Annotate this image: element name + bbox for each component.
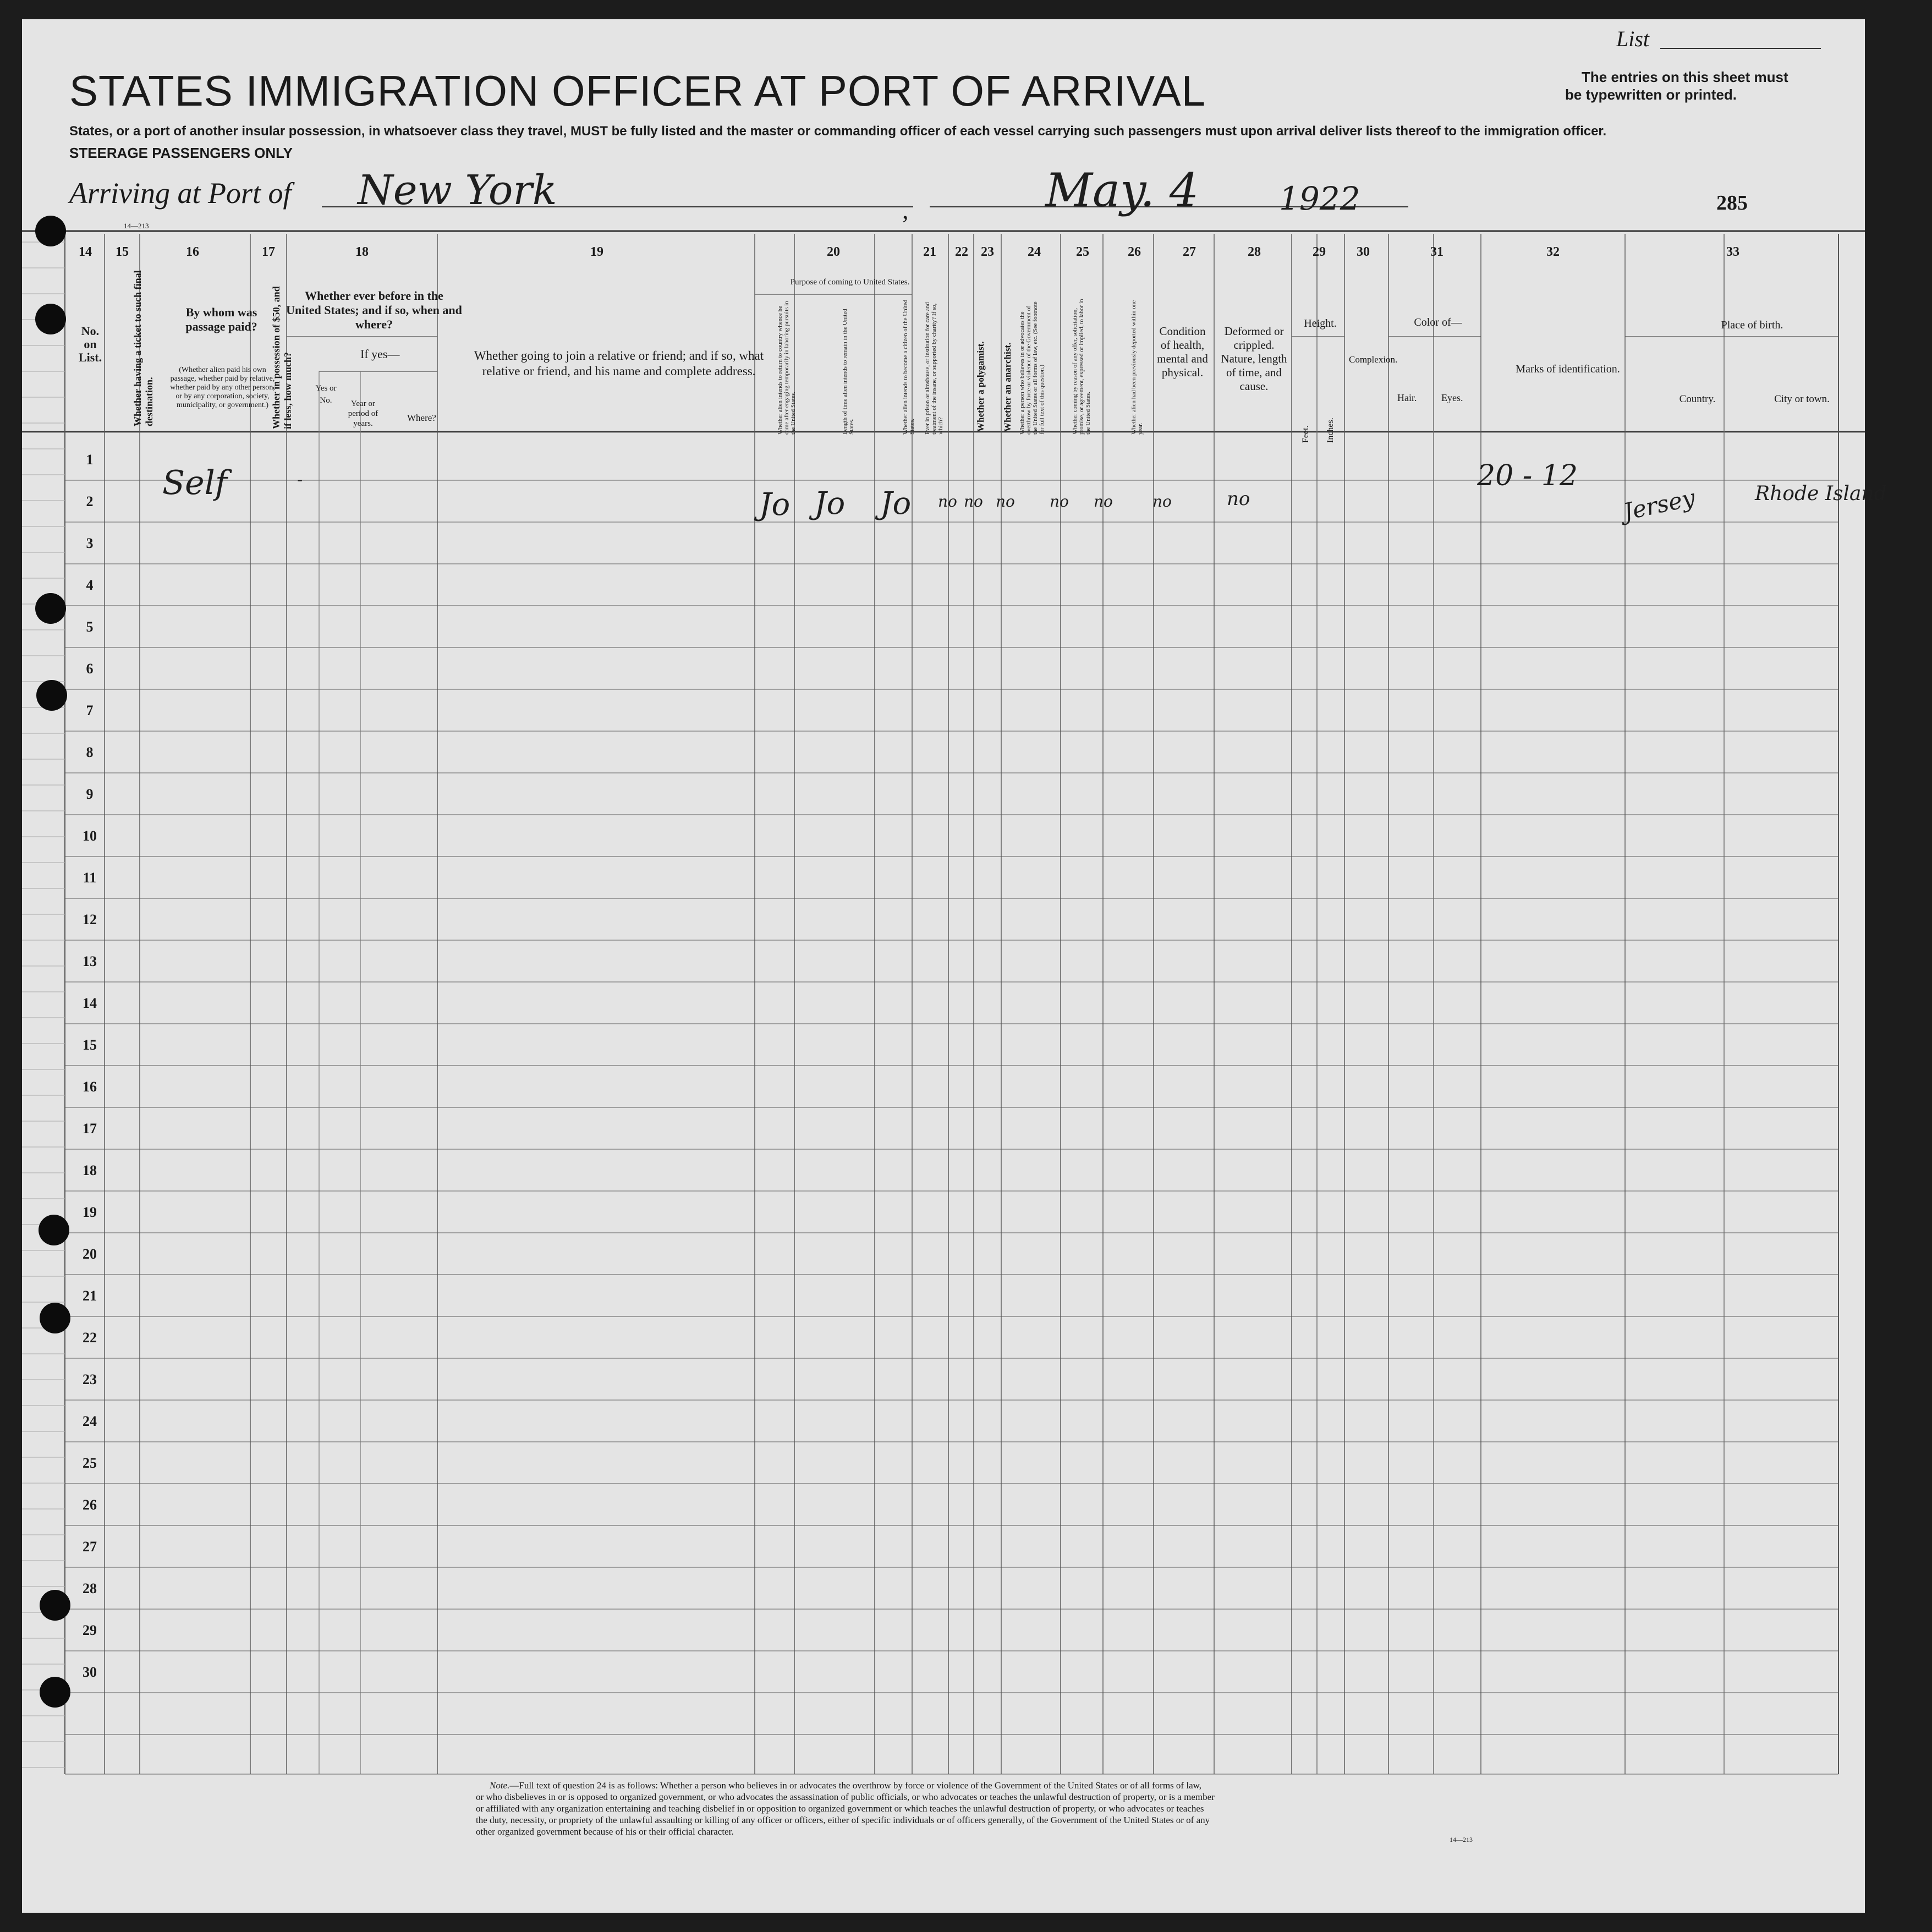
header-eyes: Eyes.: [1441, 392, 1463, 403]
header-inches: Inches.: [1326, 418, 1335, 443]
entry-q25: no: [1094, 492, 1113, 511]
header-by-whom-sub: (Whether alien paid his own passage, whether paid by relative, whether paid by any other person, or by any corporation, society, municipality, or government.): [170, 366, 275, 409]
row-number: 15: [83, 1037, 97, 1053]
column-number: 30: [1357, 245, 1370, 259]
footnote-lead: Note.: [490, 1780, 510, 1791]
row-number: 26: [83, 1497, 97, 1513]
date-year: 1922: [1279, 180, 1360, 217]
header-condition: Condition of health, mental and physical.: [1157, 325, 1208, 379]
column-number: 19: [590, 245, 603, 259]
column-number: 17: [262, 245, 275, 259]
footnote-line-5: other organized government because of his or their official character.: [476, 1826, 734, 1837]
column-number: 18: [355, 245, 369, 259]
entry-possession: -: [297, 470, 303, 490]
row-number: 18: [83, 1162, 97, 1178]
arriving-label: Arriving at Port of: [69, 177, 292, 210]
header-ticket: Whether having a ticket to such final destination.: [132, 270, 155, 426]
row-number: 4: [86, 577, 94, 593]
row-number: 27: [83, 1539, 97, 1555]
header-purpose-c: Whether alien intends to become a citizen of the United States.: [902, 299, 915, 435]
entry-city: Rhode Island: [1755, 482, 1887, 505]
footnote-line-2: or who disbelieves in or is opposed to organized government, or who advocates the assassination of public officials, or who advocates or teaches the unlawful destruction of property, or is a member: [476, 1792, 1215, 1802]
row-number: 6: [86, 661, 94, 677]
footnote-line-3: or affiliated with any organization entertaining and teaching disbelief in or opposition to organized government or which teaches the unlawful destruction of property, or who advocates or teaches: [476, 1803, 1204, 1814]
row-number: 5: [86, 619, 94, 635]
header-complexion: Complexion.: [1349, 354, 1398, 365]
footnote-line-4: the duty, necessity, or propriety of the unlawful assaulting or killing of any officer or officers, either of specific individuals or of officers generally, of the Government of the United States or of any: [476, 1815, 1210, 1825]
row-number: 29: [83, 1622, 97, 1638]
row-number: 9: [86, 786, 94, 802]
header-ever-before: Whether ever before in the United States; and if so, when and where?: [286, 289, 462, 331]
binder-hole: [40, 1590, 70, 1621]
header-purpose-a: Whether alien intends to return to country whence he came after engaging temporarily in laboring pursuits in the United States.: [777, 301, 797, 435]
entry-anarchist: no: [996, 492, 1015, 511]
column-number: 24: [1028, 245, 1041, 259]
header-height: Height.: [1304, 317, 1337, 330]
header-hair: Hair.: [1397, 392, 1417, 403]
header-place-of-birth: Place of birth.: [1721, 319, 1783, 331]
column-number: 31: [1430, 245, 1443, 259]
row-number: 8: [86, 744, 94, 760]
manifest-sheet: [22, 19, 1887, 1913]
rule-text: States, or a port of another insular possession, in whatsoever class they travel, MUST be fully listed and the master or commanding officer of each vessel carrying such passengers must upon arrival deliver lists thereof to the immigration officer.: [69, 124, 1607, 139]
column-number: 21: [923, 245, 936, 259]
row-number: 30: [83, 1664, 97, 1680]
column-number: 33: [1726, 245, 1739, 259]
row-number: 28: [83, 1580, 97, 1596]
footnote: [476, 1780, 1215, 1837]
entry-q24: no: [1050, 492, 1069, 511]
row-number: 11: [83, 870, 97, 886]
header-city: City or town.: [1774, 393, 1830, 405]
entry-purpose-b: Jo: [814, 486, 846, 522]
binder-hole: [35, 593, 66, 624]
header-going-to-join: Whether going to join a relative or friend; and if so, what relative or friend, and his name and complete address.: [474, 349, 764, 378]
row-number: 19: [83, 1204, 97, 1220]
header-purpose-b: Length of time alien intends to remain in the United States.: [842, 309, 855, 435]
header-possession: Whether in possession of $50, and if less, how much?: [271, 286, 293, 429]
entry-condition: no: [1227, 488, 1250, 510]
header-q26: Whether alien had been previously deported within one year.: [1130, 300, 1144, 435]
binder-hole: [40, 1303, 70, 1333]
header-polygamist: Whether a polygamist.: [975, 341, 986, 432]
binder-hole: [35, 304, 66, 334]
header-year-period: Year or period of years.: [348, 399, 378, 428]
column-number: 27: [1183, 245, 1196, 259]
port-value: New York: [358, 167, 557, 214]
row-number: 23: [83, 1371, 97, 1387]
page-title: STATES IMMIGRATION OFFICER AT PORT OF ARRIVAL: [69, 67, 1206, 115]
port-comma: ,: [902, 196, 909, 224]
header-yes-or-no: Yes or No.: [315, 384, 337, 405]
entry-by-whom: Self: [162, 464, 228, 502]
header-q24: Whether a person who believes in or advocates the overthrow by force or violence of the Government of the United States or all forms of law, etc. (See footnote for full text of this question.): [1019, 301, 1045, 435]
page-number: 285: [1716, 191, 1748, 215]
binder-hole: [36, 680, 67, 711]
entry-marks: 20 - 12: [1477, 459, 1578, 492]
entry-country: Jersey: [1621, 484, 1698, 526]
row-number: 16: [83, 1079, 97, 1095]
entry-polygamist: no: [964, 492, 983, 511]
column-number: 23: [981, 245, 994, 259]
header-q25: Whether coming by reason of any offer, solicitation, promise, or agreement, expressed or implied, to labor in the United States.: [1072, 299, 1091, 435]
row-number: 1: [86, 452, 94, 468]
header-where: Where?: [407, 413, 436, 423]
row-number: 22: [83, 1330, 97, 1346]
header-deformed: Deformed or crippled. Nature, length of time, and cause.: [1221, 325, 1287, 393]
column-number: 28: [1248, 245, 1261, 259]
list-number-line: [1660, 48, 1821, 49]
entry-prison: no: [938, 492, 957, 511]
row-number: 3: [86, 535, 94, 551]
row-number: 2: [86, 493, 94, 509]
binder-hole: [35, 216, 66, 246]
column-number: 15: [116, 245, 129, 259]
column-number: 16: [186, 245, 199, 259]
header-marks: Marks of identification.: [1516, 363, 1620, 375]
date-month: May. 4: [1045, 163, 1199, 217]
header-country: Country.: [1679, 393, 1716, 405]
row-number: 7: [86, 702, 94, 718]
row-number: 17: [83, 1121, 97, 1137]
column-number: 20: [827, 245, 840, 259]
row-number: 21: [83, 1288, 97, 1304]
column-number: 32: [1546, 245, 1560, 259]
header-prison: Ever in prison or almshouse, or institution for care and treatment of the insane, or supported by charity? If so, which?: [924, 302, 944, 435]
header-no-on-list: No. on List.: [78, 324, 102, 364]
row-number: 14: [83, 995, 97, 1011]
typewritten-note-2: be typewritten or printed.: [1565, 86, 1737, 103]
form-code-bottom: 14—213: [1450, 1836, 1473, 1843]
column-number: 22: [955, 245, 968, 259]
typewritten-note-1: The entries on this sheet must: [1582, 69, 1788, 85]
binder-hole: [39, 1215, 69, 1245]
form-code-top: 14—213: [124, 222, 149, 230]
column-number: 25: [1076, 245, 1089, 259]
row-number: 24: [83, 1413, 97, 1429]
row-number: 12: [83, 912, 97, 927]
column-number: 29: [1313, 245, 1326, 259]
column-number: 26: [1128, 245, 1141, 259]
entry-q26: no: [1152, 492, 1172, 511]
row-number: 13: [83, 953, 97, 969]
column-number: 14: [79, 245, 92, 259]
row-number: 10: [83, 828, 97, 844]
header-purpose: Purpose of coming to United States.: [790, 278, 910, 287]
header-anarchist: Whether an anarchist.: [1002, 342, 1013, 432]
header-color-of: Color of—: [1414, 316, 1462, 328]
row-number: 20: [83, 1246, 97, 1262]
binder-hole: [40, 1677, 70, 1708]
list-label: List: [1616, 26, 1650, 51]
steerage-label: STEERAGE PASSENGERS ONLY: [69, 145, 293, 161]
header-by-whom: By whom was passage paid?: [185, 305, 257, 333]
entry-purpose-c: Jo: [880, 486, 912, 522]
footnote-line-1: —Full text of question 24 is as follows: Whether a person who believes in or advocates the overthrow by force or violence of the Government of the United States or of all forms of law,: [509, 1780, 1202, 1791]
entry-purpose-a: Jo: [759, 487, 791, 523]
header-feet: Feet.: [1301, 425, 1310, 443]
row-number: 25: [83, 1455, 97, 1471]
header-if-yes: If yes—: [360, 347, 400, 361]
